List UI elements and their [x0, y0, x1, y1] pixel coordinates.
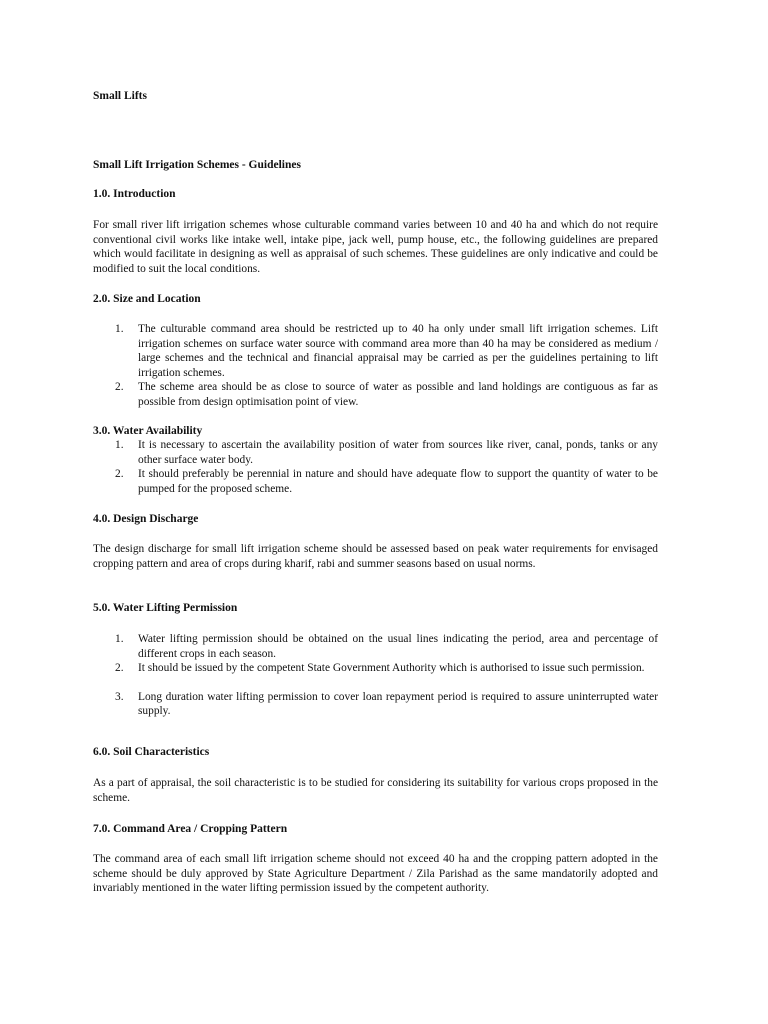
list-item: [93, 322, 658, 380]
section-1-heading: 1.0. Introduction: [93, 188, 176, 200]
section-2-heading: 2.0. Size and Location: [93, 293, 201, 305]
section-5-heading: 5.0. Water Lifting Permission: [93, 602, 238, 614]
list-item-number: 1.: [115, 323, 124, 335]
section-6-paragraph: As a part of appraisal, the soil characteristic is to be studied for considering its suitability for various crops proposed in the scheme.: [93, 777, 658, 804]
section-4-paragraph: The design discharge for small lift irrigation scheme should be assessed based on peak water requirements for envisaged cropping pattern and area of crops during kharif, rabi and summer seasons based on usual norms.: [93, 543, 658, 570]
section-3-list: [93, 438, 658, 496]
section-6-heading: 6.0. Soil Characteristics: [93, 746, 210, 758]
list-item-number: 1.: [115, 439, 124, 451]
section-4-heading: 4.0. Design Discharge: [93, 513, 199, 525]
section-5-list: [93, 632, 658, 719]
list-item: [93, 438, 658, 467]
list-item-text: The culturable command area should be restricted up to 40 ha only under small lift irrigation schemes. Lift irrigation schemes on surface water source with command area more than 40 ha may be considered as medium / large schemes and the technical and financial appraisal may be carried as per the guidelines pertaining to lift irrigation schemes.: [138, 323, 658, 379]
list-item-text: It should be issued by the competent State Government Authority which is authorised to issue such permission.: [138, 662, 645, 675]
list-item: [93, 632, 658, 661]
list-item-number: 2.: [115, 381, 124, 394]
section-2-list: [93, 322, 658, 410]
list-item: [93, 467, 658, 496]
list-item-text: It is necessary to ascertain the availability position of water from sources like river, canal, ponds, tanks or any other surface water body.: [138, 439, 658, 466]
list-item-number: 1.: [115, 633, 124, 645]
section-7-heading: 7.0. Command Area / Cropping Pattern: [93, 823, 288, 835]
document-title: Small Lifts: [93, 90, 147, 102]
list-item-number: 3.: [115, 690, 124, 703]
list-item-text: The scheme area should be as close to source of water as possible and land holdings are contiguous as far as possible from design optimisation point of view.: [138, 381, 658, 408]
list-item-text: Water lifting permission should be obtained on the usual lines indicating the period, area and percentage of different crops in each season.: [138, 633, 658, 660]
section-1-paragraph: For small river lift irrigation schemes whose culturable command varies between 10 and 40 ha and which do not require conventional civil works like intake well, intake pipe, jack well, pump house, etc., the following guidelines are prepared which would facilitate in designing as well as appraisal of such schemes. These guidelines are only indicative and could be modified to suit the local conditions.: [93, 219, 658, 275]
document-subtitle: Small Lift Irrigation Schemes - Guidelines: [93, 159, 301, 171]
section-7-paragraph: The command area of each small lift irrigation scheme should not exceed 40 ha and the cropping pattern adopted in the scheme should be duly approved by State Agriculture Department / Zila Parishad as the same mandatorily adopted and invariably mentioned in the water lifting permission issued by the competent authority.: [93, 853, 658, 895]
list-item: [93, 661, 658, 676]
list-item-text: Long duration water lifting permission to cover loan repayment period is required to assure uninterrupted water supply.: [138, 690, 658, 718]
list-item: [93, 690, 658, 719]
list-item-number: 2.: [115, 662, 124, 675]
list-item: [93, 380, 658, 409]
list-item-text: It should preferably be perennial in nature and should have adequate flow to support the quantity of water to be pumped for the proposed scheme.: [138, 468, 658, 495]
section-3-heading: 3.0. Water Availability: [93, 425, 203, 437]
list-item-number: 2.: [115, 468, 124, 481]
